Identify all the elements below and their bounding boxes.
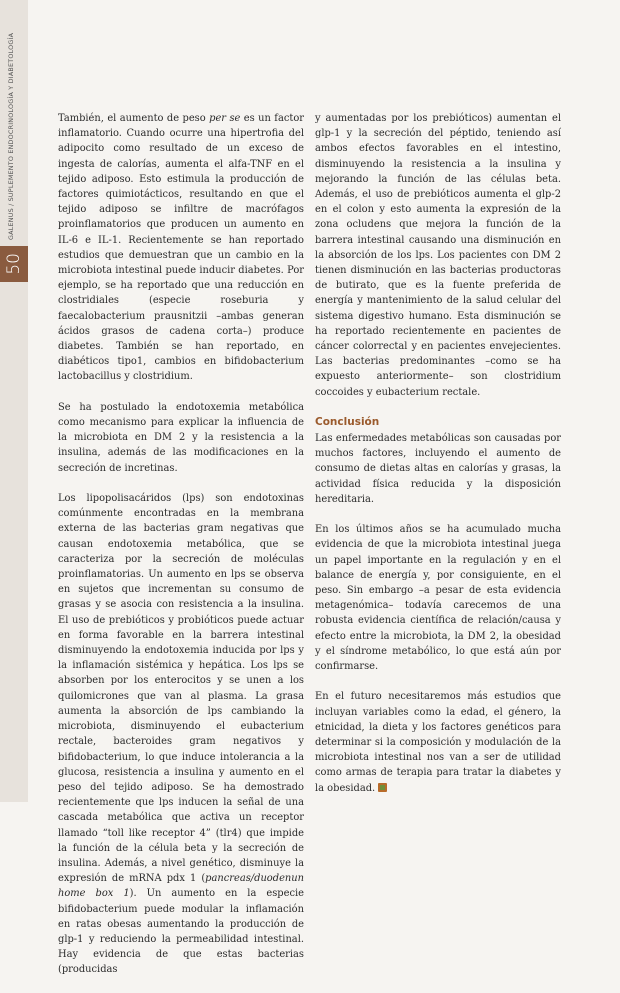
paragraph: En los últimos años se ha acumulado mucha evidencia de que la microbiota intestinal juega un papel importante en la regulación y en el balance de energía y, por consiguiente, en el peso. Sin embargo –a pesar de esta evidencia metagenómica– todavía carecemos de una robusta evidencia científica de relación/causa y efecto entre la microbiota, la DM 2, la obesidad y el síndrome metabólico, lo que está aún por confirmarse. (315, 524, 561, 673)
page-number: 50 (4, 253, 24, 275)
paragraph: Se ha postulado la endotoxemia metabólica como mecanismo para explicar la influencia de la microbiota en DM 2 y la resistencia a la insulina, además de las modificaciones en la secreción de incretinas. (58, 401, 304, 474)
paragraph: Las enfermedades metabólicas son causadas por muchos factores, incluyendo el aumento de consumo de dietas altas en calorías y grasas, la actividad física reducida y la disposición hereditaria. (315, 433, 561, 505)
end-of-article-icon (378, 783, 387, 792)
section-heading: Conclusión (315, 416, 380, 429)
page-number-box (0, 246, 28, 282)
left-column (58, 111, 304, 993)
paragraph: Los lipopolisacáridos (lps) son endotoxinas comúnmente encontradas en la membrana externa de las bacterias gram negativas que causan endotoxemia metabólica, que se caracteriza por la secreción de moléculas proinflamatorias. Un aumento en lps se observa en sujetos que incrementan su consumo de grasas y se asocia con resistencia a la insulina. El uso de prebióticos y probióticos puede actuar en forma favorable en la barrera intestinal disminuyendo la endotoxemia inducida por lps y la inflamación sistémica y hepática. Los lps se absorben por los enterocitos y se unen a los quilomicrones que van al plasma. La grasa aumenta la absorción de lps cambiando la microbiota, disminuyendo el eubacterium rectale, bacteroides gram negativos y bifidobacterium, lo que induce intolerancia a la glucosa, resistencia a insulina y aumento en el peso del tejido adiposo. Se ha demostrado recientemente que lps inducen la señal de una cascada metabólica que activa un receptor llamado “toll like receptor 4” (tlr4) que impide la función de la célula beta y la secreción de insulina. Además, a nivel genético, disminuye la expresión de mRNA pdx 1 (pancreas/duodenun home box 1). Un aumento en la especie bifidobacterium puede modular la inflamación en ratas obesas aumentando la producción de glp-1 y reduciendo la permeabilidad intestinal. Hay evidencia de que estas bacterias (producidas (58, 493, 304, 976)
paragraph: En el futuro necesitaremos más estudios que incluyan variables como la edad, el género, la etnicidad, la dieta y los factores genéticos para determinar si la composición y modulación de la microbiota intestinal nos van a ser de utilidad como armas de terapia para tratar la diabetes y la obesidad. (315, 691, 561, 794)
paragraph: También, el aumento de peso per se es un factor inflamatorio. Cuando ocurre una hipertrofia del adipocito como resultado de un exceso de ingesta de calorías, aumenta el alfa-TNF en el tejido adiposo. Esto estimula la producción de factores quimiotácticos, resultando en que el tejido adiposo se infiltre de macrófagos proinflamatorios que producen un aumento en IL-6 e IL-1. Recientemente se han reportado estudios que demuestran que un cambio en la microbiota intestinal puede inducir diabetes. Por ejemplo, se ha reportado que una reducción en clostridiales (especie roseburia y faecalobacterium prausnitzii –ambas generan ácidos grasos de cadena corta–) produce diabetes. También se han reportado, en diabéticos tipo1, cambios en bifidobacterium lactobacillus y clostridium. (58, 113, 304, 383)
sidebar (0, 0, 28, 802)
right-column (315, 111, 561, 811)
paragraph: y aumentadas por los prebióticos) aumentan el glp-1 y la secreción del péptido, teniendo así ambos efectos favorables en el intestino, disminuyendo la resistencia a la insulina y mejorando la función de las células beta. Además, el uso de prebióticos aumenta el glp-2 en el colon y esto aumenta la expresión de la zona ocludens que mejora la función de la barrera intestinal causando una disminución en la absorción de los lps. Los pacientes con DM 2 tienen disminución en las bacterias productoras de butirato, que es la fuente preferida de energía y mantenimiento de la salud celular del sistema digestivo humano. Esta disminución se ha reportado recientemente en pacientes de cáncer colorrectal y en pacientes envejecientes. Las bacterias predominantes –como se ha expuesto anteriormente– son clostridium coccoides y eubacterium rectale. (315, 113, 561, 398)
running-head: GALENUS / SUPLEMENTO ENDOCRINOLOGÍA Y DIABETOLOGÍA (7, 32, 15, 240)
